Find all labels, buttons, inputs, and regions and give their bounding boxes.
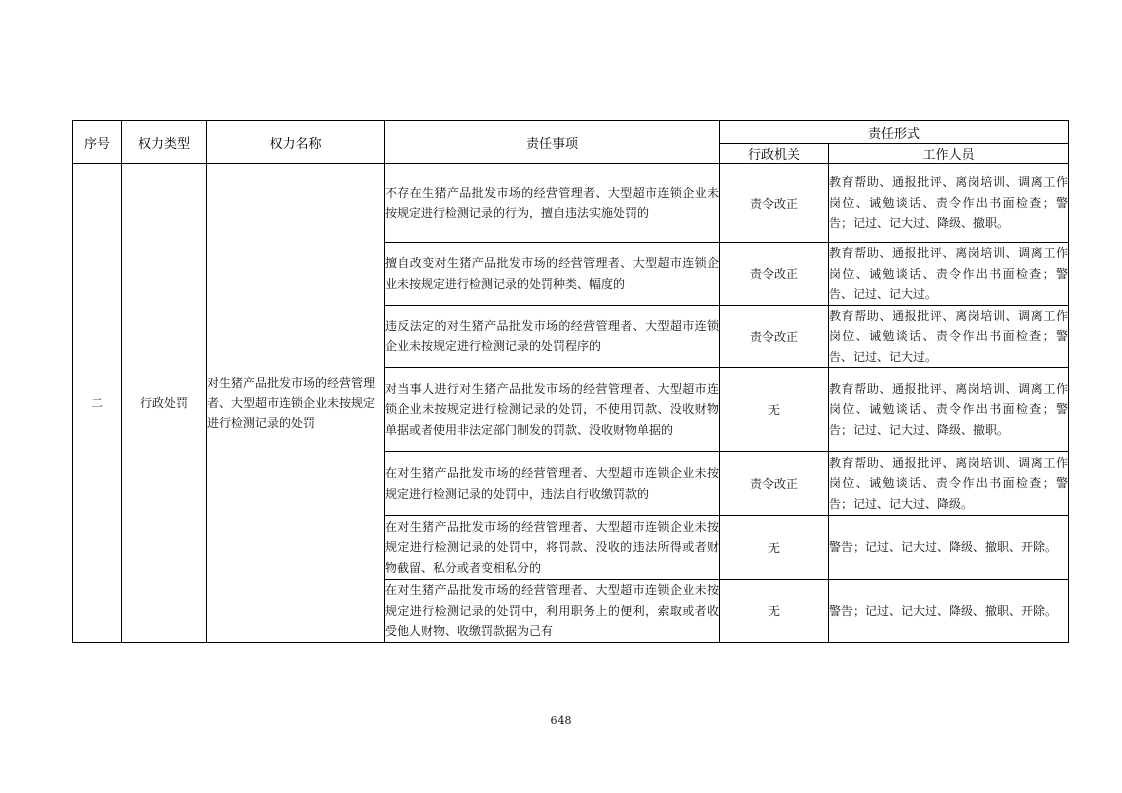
staff-cell: 警告；记过、记大过、降级、撤职、开除。 [829, 516, 1069, 580]
table-row [73, 164, 1069, 243]
staff-cell: 警告；记过、记大过、降级、撤职、开除。 [829, 580, 1069, 643]
admin-organ-cell: 责令改正 [720, 243, 829, 306]
responsibility-table [72, 120, 1069, 643]
responsibility-item-cell: 违反法定的对生猪产品批发市场的经营管理者、大型超市连锁企业未按规定进行检测记录的处罚程序的 [385, 305, 720, 368]
staff-cell: 教育帮助、通报批评、离岗培训、调离工作岗位、诫勉谈话、责令作出书面检查；警告、记过、记大过。 [829, 305, 1069, 368]
staff-cell: 教育帮助、通报批评、离岗培训、调离工作岗位、诫勉谈话、责令作出书面检查；警告；记过、记大过、降级、撤职。 [829, 368, 1069, 452]
admin-organ-cell: 责令改正 [720, 305, 829, 368]
seq-cell: 二 [73, 164, 122, 643]
power-type-cell: 行政处罚 [122, 164, 207, 643]
staff-cell: 教育帮助、通报批评、离岗培训、调离工作岗位、诫勉谈话、责令作出书面检查；警告；记过、记大过、降级。 [829, 452, 1069, 516]
header-seq: 序号 [73, 121, 122, 164]
responsibility-item-cell: 在对生猪产品批发市场的经营管理者、大型超市连锁企业未按规定进行检测记录的处罚中，将罚款、没收的违法所得或者财物截留、私分或者变相私分的 [385, 516, 720, 580]
header-row-1 [73, 121, 1069, 144]
responsibility-item-cell: 不存在生猪产品批发市场的经营管理者、大型超市连锁企业未按规定进行检测记录的行为，擅自违法实施处罚的 [385, 164, 720, 243]
header-power-type: 权力类型 [122, 121, 207, 164]
header-responsibility-form: 责任形式 [720, 121, 1069, 144]
header-staff: 工作人员 [829, 144, 1069, 164]
responsibility-item-cell: 擅自改变对生猪产品批发市场的经营管理者、大型超市连锁企业未按规定进行检测记录的处罚种类、幅度的 [385, 243, 720, 306]
staff-cell: 教育帮助、通报批评、离岗培训、调离工作岗位、诫勉谈话、责令作出书面检查；警告；记过、记大过、降级、撤职。 [829, 164, 1069, 243]
admin-organ-cell: 无 [720, 368, 829, 452]
header-responsibility-items: 责任事项 [385, 121, 720, 164]
responsibility-item-cell: 在对生猪产品批发市场的经营管理者、大型超市连锁企业未按规定进行检测记录的处罚中，违法自行收缴罚款的 [385, 452, 720, 516]
responsibility-item-cell: 对当事人进行对生猪产品批发市场的经营管理者、大型超市连锁企业未按规定进行检测记录的处罚，不使用罚款、没收财物单据或者使用非法定部门制发的罚款、没收财物单据的 [385, 368, 720, 452]
admin-organ-cell: 责令改正 [720, 164, 829, 243]
header-power-name: 权力名称 [207, 121, 385, 164]
admin-organ-cell: 责令改正 [720, 452, 829, 516]
responsibility-item-cell: 在对生猪产品批发市场的经营管理者、大型超市连锁企业未按规定进行检测记录的处罚中，利用职务上的便利，索取或者收受他人财物、收缴罚款据为己有 [385, 580, 720, 643]
page-number: 648 [550, 714, 572, 727]
staff-cell: 教育帮助、通报批评、离岗培训、调离工作岗位、诫勉谈话、责令作出书面检查；警告、记过、记大过。 [829, 243, 1069, 306]
admin-organ-cell: 无 [720, 580, 829, 643]
admin-organ-cell: 无 [720, 516, 829, 580]
power-name-cell: 对生猪产品批发市场的经营管理者、大型超市连锁企业未按规定进行检测记录的处罚 [207, 164, 385, 643]
header-admin-organ: 行政机关 [720, 144, 829, 164]
